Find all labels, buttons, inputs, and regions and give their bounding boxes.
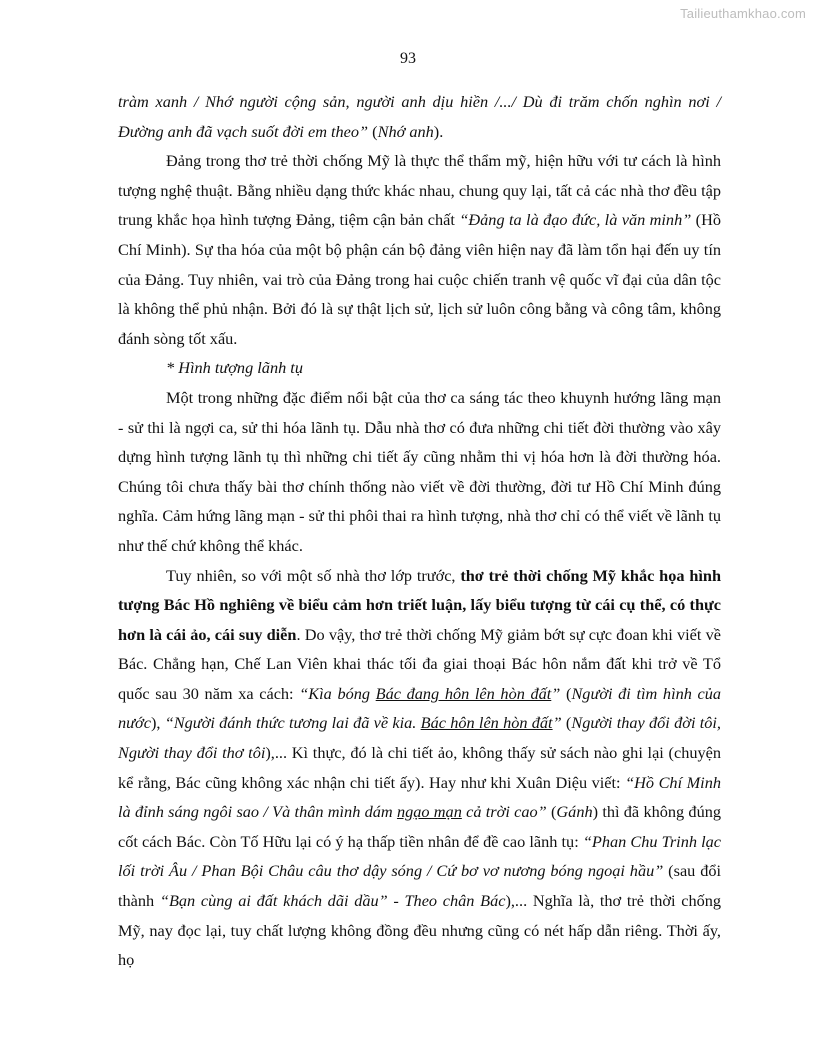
page-body [118,87,721,975]
text: ( [561,713,572,733]
text: ). [433,121,444,141]
poem-title: Gánh [556,802,593,822]
paragraph-party-image [118,146,721,353]
text: Tuy nhiên, so với một số nhà thơ lớp trước, [166,565,461,585]
quote: “Phan Chu Trinh lạc lối trời Âu / Phan Bội Châu câu thơ dậy sóng / Cứ bơ vơ nương bóng ngoại hầu” [118,831,721,881]
text: ), [150,713,165,733]
text: (Hồ Chí Minh). Sự tha hóa của một bộ phận cán bộ đảng viên hiện nay đã làm tổn hại đến uy tín của Đảng. Tuy nhiên, vai trò của Đảng trong hai cuộc chiến tranh vệ quốc vĩ đại của dân tộc là không thể phủ nhận. Bởi đó là sự thật lịch sử, lịch sử luôn công bằng và công tâm, không đánh sòng tốt xấu. [118,210,722,348]
bold-thesis: thơ trẻ thời chống Mỹ khắc họa hình tượng Bác Hồ nghiêng về biểu cảm hơn triết luận, lấy biểu tượng từ cái cụ thể, có thực hơn là cái ảo, cái suy diễn [118,565,722,644]
quote: “Người đánh thức tương lai đã về kia. [164,713,421,733]
poem-title: Người đi tìm hình của nước [118,683,722,733]
quote: cả trời cao” [461,802,547,822]
text: ) thì đã không đúng cốt cách Bác. Còn Tố Hữu lại có ý hạ thấp tiền nhân để đề cao lãnh tụ: [118,802,721,851]
quote-underlined: Bác hôn lên hòn đất [420,713,553,733]
poem-title: Người thay đổi đời tôi, Người thay đổi thơ tôi [118,713,721,763]
quote-underlined: ngạo mạn [396,802,462,822]
text: (sau đổi thành [118,861,721,911]
quote: ” [552,713,562,733]
text: ),... Kì thực, đó là chi tiết ảo, không thấy sử sách nào ghi lại (chuyện kể rằng, Bác cũng không xác nhận chi tiết ấy). Hay như khi Xuân Diệu viết: [118,743,721,792]
text: ( [560,683,572,703]
text: . Do vậy, thơ trẻ thời chống Mỹ giảm bớt sự cực đoan khi viết về Bác. Chẳng hạn, Chế Lan Viên khai thác tối đa giai thoại Bác hôn nắm đất khi trở về Tổ quốc sau 30 năm xa cách: [118,624,721,703]
text: ( [368,121,378,141]
paragraph-leader-image: Một trong những đặc điểm nổi bật của thơ ca sáng tác theo khuynh hướng lãng mạn - sử thi là ngợi ca, sử thi hóa lãnh tụ. Dẫu nhà thơ có đưa những chi tiết đời thường vào xây dựng hình tượng lãnh tụ thì những chi tiết ấy cũng nhằm thi vị hóa hơn là đời thường hóa. Chúng tôi chưa thấy bài thơ chính thống nào viết về đời thường, đời tư Hồ Chí Minh đúng nghĩa. Cảm hứng lãng mạn - sử thi phôi thai ra hình tượng, nhà thơ chỉ có thể viết về lãnh tụ như thế chứ không thể khác. [118,387,721,555]
watermark: Tailieuthamkhao.com [680,6,806,21]
quote-underlined: Bác đang hôn lên hòn đất [375,683,552,703]
paragraph-young-poetry [118,561,721,975]
section-heading: * Hình tượng lãnh tụ [166,358,303,378]
quote: “Hồ Chí Minh là đỉnh sáng ngôi sao / Và thân mình dám [118,772,721,822]
quote: “Bạn cùng ai đất khách dãi dầu” - Theo chân Bác [159,891,506,911]
paragraph-quote-continuation [118,87,721,146]
text: Đảng trong thơ trẻ thời chống Mỹ là thực thể thẩm mỹ, hiện hữu với tư cách là hình tượng nghệ thuật. Bằng nhiều dạng thức khác nhau, chung quy lại, tất cả các nhà thơ đều tập trung khắc họa hình tượng Đảng, tiệm cận bản chất [118,151,721,230]
poem-quote: tràm xanh / Nhớ người cộng sản, người anh dịu hiền /.../ Dù đi trăm chốn nghìn nơi / Đường anh đã vạch suốt đời em theo” [118,92,721,141]
text: ( [546,802,557,822]
quote: “Đảng ta là đạo đức, là văn minh” [459,210,692,230]
text: ),... Nghĩa là, thơ trẻ thời chống Mỹ, nay đọc lại, tuy chất lượng không đồng đều nhưng cũng có nét hấp dẫn riêng. Thời ấy, họ [118,891,722,970]
quote: “Kìa bóng [299,683,376,703]
poem-title: Nhớ anh [377,121,434,141]
quote: ” [551,683,561,703]
page-number: 93 [400,50,416,67]
